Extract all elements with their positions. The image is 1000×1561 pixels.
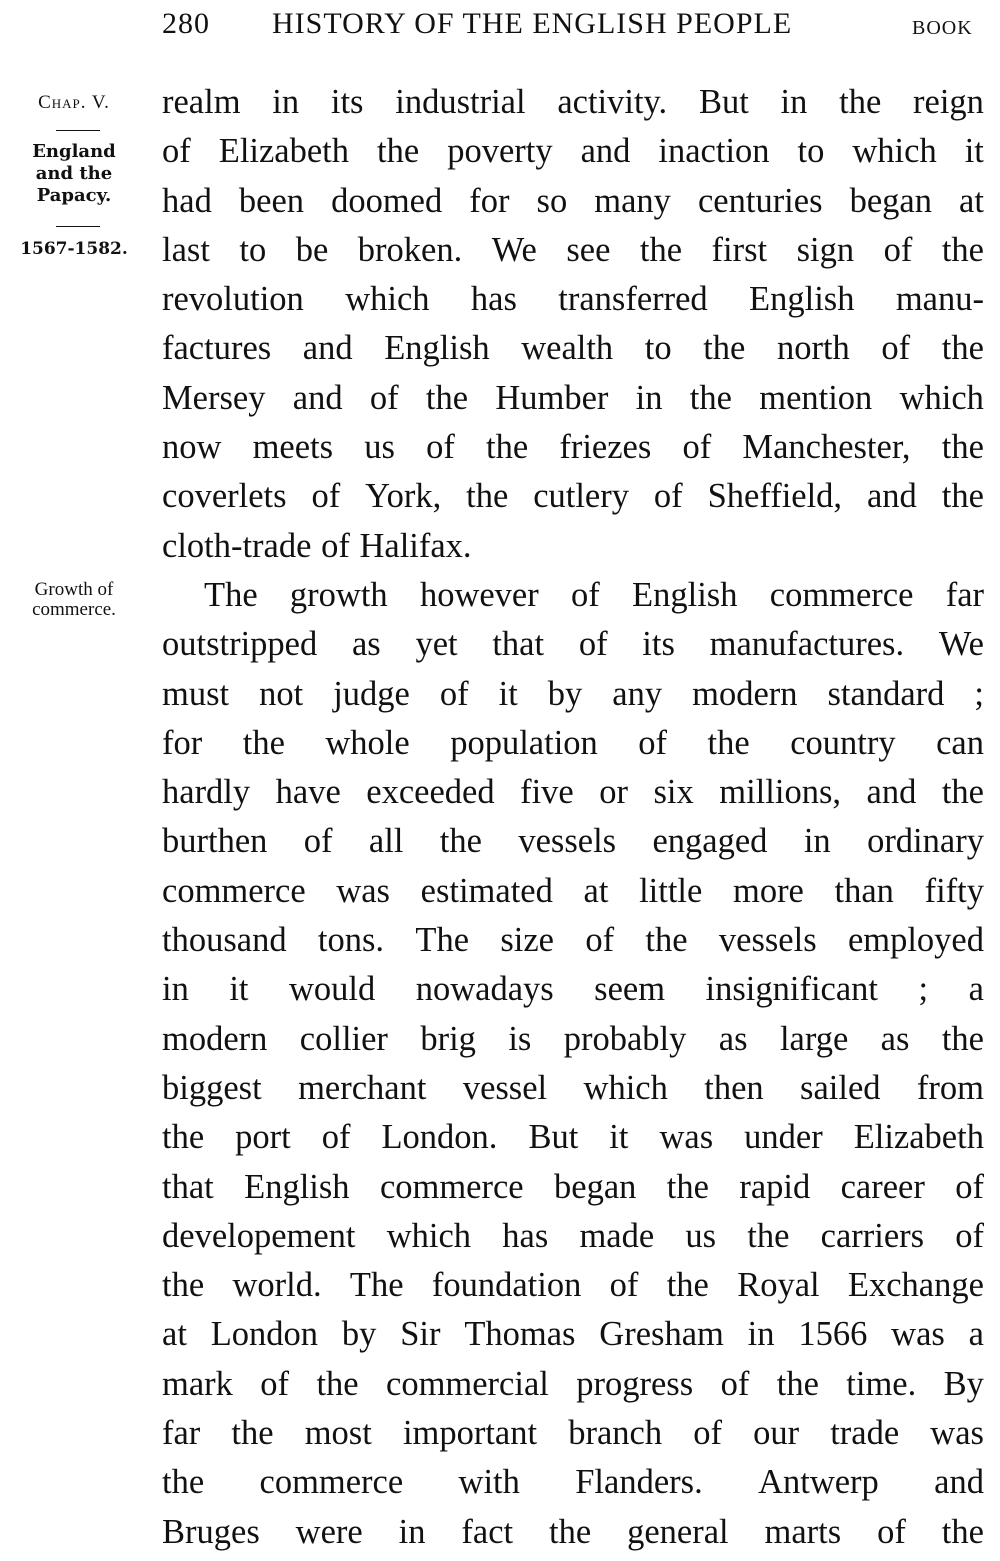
word: commerce [769,575,914,614]
word: friezes [559,428,652,467]
word: of [955,1216,984,1255]
growth-sidenote [10,580,138,620]
word: for [162,723,203,762]
text-line [162,275,984,324]
word: yet [415,625,458,664]
word: far [945,575,984,614]
word: the [941,1019,984,1058]
word: the [941,773,984,812]
word: the [231,1414,274,1453]
running-header [0,0,1000,50]
word: Sir [400,1315,441,1354]
word: and [580,132,631,171]
text-line [162,324,984,373]
word: activity. [557,83,668,121]
word: which [386,1216,472,1255]
word: the [776,1364,819,1403]
word: the [941,428,984,467]
word: the [839,83,882,121]
word: We [491,230,537,269]
word: commerce [162,871,306,910]
word: made [579,1216,655,1255]
word: the [666,1167,709,1206]
word: at [583,871,609,910]
word: the [549,1512,592,1551]
word: it [498,674,518,713]
text-line [162,1360,984,1409]
word: and [292,378,343,417]
word: it [964,132,984,171]
word: than [834,871,894,910]
word: see [566,230,611,269]
word: doomed [331,181,443,220]
word: Mersey [162,378,266,417]
word: commerce [259,1463,404,1502]
growth-sidenote-line: Growth of [34,579,114,600]
word: which [583,1068,668,1107]
text-line [162,620,984,669]
word: a [968,970,984,1009]
word: not [259,674,304,713]
word: in [272,83,300,121]
word: by [341,1315,377,1354]
word: of [720,1364,750,1403]
word: vessel [462,1068,548,1107]
word: which [852,132,937,171]
word: has [502,1216,549,1255]
word: our [753,1414,800,1453]
section-sidenote-line: England [32,141,116,162]
word: probably [563,1019,687,1058]
word: all [368,822,404,861]
text-line [162,817,984,866]
word: seem [594,970,666,1009]
word: the [486,428,529,467]
word: the [666,1266,709,1305]
word: which [345,280,430,319]
text-line [162,571,984,620]
word: of [303,822,333,861]
word: of [609,1266,639,1305]
word: began [849,181,932,220]
word: poverty [447,132,553,171]
word: broken. [357,230,463,269]
word: have [275,773,341,812]
word: the [941,329,984,368]
running-title: HISTORY OF THE ENGLISH PEOPLE [272,7,793,40]
word: size [500,921,554,960]
text-line [162,768,984,817]
page-number: 280 [162,7,210,40]
word: Exchange [847,1266,984,1305]
word: branch [568,1414,663,1453]
word: the [941,1512,984,1551]
word: Thomas [464,1315,576,1354]
word: general [627,1512,729,1551]
word: in [780,83,808,121]
word: wealth [521,329,614,368]
word: ordinary [867,822,984,861]
word: marts [764,1512,842,1551]
text-line [162,1310,984,1359]
word: of [693,1414,722,1453]
word: carriers [820,1216,925,1255]
section-sidenote-line: Papacy. [36,185,112,206]
word: that [492,625,545,664]
word: transferred [558,280,708,319]
word: in [162,970,189,1009]
word: the [162,1463,205,1502]
word: and [302,329,353,368]
word: thousand [162,921,287,960]
word: York, [365,477,442,516]
word: Flanders. [575,1463,703,1502]
word: five [520,773,574,812]
word: and [934,1463,984,1502]
word: engaged [652,822,768,861]
word: so [536,181,568,220]
word: us [685,1216,717,1255]
word: The [349,1266,404,1305]
word: London. [381,1118,498,1157]
text-line [162,226,984,275]
word: Sheffield, [707,477,843,516]
text-line [162,472,984,521]
word: were [295,1512,363,1551]
word: with [458,1463,520,1502]
word: reign [913,83,984,121]
word: any [612,674,663,713]
running-book-label: BOOK [912,17,973,39]
word: judge [333,674,410,713]
word: English [384,329,490,368]
growth-sidenote-line: commerce. [32,599,116,620]
word: But [698,83,749,121]
word: ; [974,674,984,713]
word: of [955,1167,984,1206]
word: Antwerp [758,1463,879,1502]
word: last [162,230,210,269]
word: whole [325,723,410,762]
word: under [744,1118,823,1157]
text-line [162,374,984,423]
word: But [528,1118,579,1157]
word: six [653,773,694,812]
word: foundation [431,1266,582,1305]
word: first [711,230,768,269]
word: the [162,1118,205,1157]
text-line [162,867,984,916]
text-line [162,1163,984,1212]
word: centuries [697,181,823,220]
word: 1566 [798,1315,868,1354]
word: growth [289,575,388,614]
word: exceeded [366,773,495,812]
word: outstripped [162,625,318,664]
word: it [609,1118,629,1157]
word: Elizabeth [853,1118,984,1157]
word: the [703,329,746,368]
word: fifty [924,871,984,910]
word: the [645,921,688,960]
word: at [162,1315,187,1354]
word: of [877,1512,906,1551]
word: meets [252,428,334,467]
word: vessels [718,921,817,960]
word: inaction [658,132,770,171]
word: coverlets [162,477,287,516]
word: however [419,575,539,614]
word: ; [918,970,929,1009]
word: north [776,329,850,368]
word: Gresham [599,1315,724,1354]
word: to [239,230,267,269]
word: of [653,477,683,516]
word: was [659,1118,714,1157]
word: cutlery [533,477,629,516]
word: now [162,428,222,467]
word: of [162,132,191,171]
word: the [425,378,469,417]
word: the [162,1266,205,1305]
word: We [938,625,984,664]
word: Humber [495,378,609,417]
word: little [639,871,703,910]
word: manufactures. [709,625,905,664]
word: had [162,181,212,220]
word: it [229,970,249,1009]
word: was [336,871,390,910]
word: rapid [739,1167,811,1206]
word: its [642,625,675,664]
word: London [210,1315,319,1354]
word: us [364,428,395,467]
word: of [881,329,911,368]
word: English [632,575,738,614]
word: of [321,1118,351,1157]
word: the [941,230,984,269]
word: as [718,1019,748,1058]
word: Bruges [162,1512,260,1551]
word: that [162,1167,214,1206]
word: factures [162,329,272,368]
text-line [162,423,984,472]
word: would [288,970,376,1009]
word: important [402,1414,538,1453]
word: Elizabeth [218,132,350,171]
word: of [585,921,615,960]
text-line [162,1458,984,1507]
margin-divider [56,226,100,227]
word: of [321,526,350,565]
word: insignificant [705,970,879,1009]
word: biggest [162,1068,262,1107]
word: commerce [379,1167,524,1206]
word: English [244,1167,350,1206]
word: has [470,280,517,319]
word: the [439,822,482,861]
section-sidenote [10,141,138,207]
word: mark [162,1364,233,1403]
word: large [779,1019,849,1058]
word: be [295,230,329,269]
text-line [162,965,984,1014]
word: career [840,1167,925,1206]
word: of [260,1364,290,1403]
text-line [162,1508,984,1557]
word: the [707,723,750,762]
word: began [554,1167,637,1206]
word: brig [420,1019,476,1058]
word: manu- [895,280,984,319]
word: population [450,723,598,762]
word: industrial [395,83,526,121]
text-line [162,1212,984,1261]
word: port [235,1118,291,1157]
margin-divider [56,130,100,131]
word: mention [759,378,873,417]
word: must [162,674,230,713]
word: millions, [719,773,841,812]
chapter-label: Chap. V. [38,92,110,113]
word: the [316,1364,359,1403]
word: revolution [162,280,304,319]
word: tons. [317,921,385,960]
word: trade [830,1414,900,1453]
section-sidenote-line: and the [35,163,113,184]
word: cloth-trade [162,526,312,565]
word: progress [576,1364,694,1403]
text-line [162,1064,984,1113]
word: of [578,625,608,664]
body-text [162,78,984,1557]
word: can [936,723,984,762]
word: English [749,280,855,319]
text-line [162,522,984,571]
word: Halifax. [359,526,472,565]
word: Royal [737,1266,820,1305]
word: as [880,1019,910,1058]
text-line [162,1261,984,1310]
word: by [547,674,583,713]
word: from [916,1068,984,1107]
word: Manchester, [742,428,911,467]
text-line [162,177,984,226]
word: employed [847,921,984,960]
word: or [599,773,628,812]
word: the [747,1216,790,1255]
word: world. [232,1266,322,1305]
text-line [162,78,984,127]
text-line [162,916,984,965]
word: the [941,477,984,516]
word: of [682,428,712,467]
word: collier [299,1019,388,1058]
text-line [162,670,984,719]
word: realm [162,83,241,121]
word: in [747,1315,775,1354]
word: been [238,181,305,220]
word: fact [461,1512,514,1551]
word: sign [796,230,855,269]
word: at [959,181,984,220]
word: time. [846,1364,917,1403]
word: which [899,378,984,417]
word: a [968,1315,984,1354]
word: in [803,822,831,861]
word: standard [827,674,945,713]
word: modern [162,1019,268,1058]
word: estimated [420,871,553,910]
word: of [311,477,341,516]
word: The [415,921,470,960]
word: of [426,428,455,467]
word: then [704,1068,764,1107]
text-line [162,719,984,768]
word: the [466,477,509,516]
word: as [351,625,381,664]
word: to [797,132,825,171]
word: was [891,1315,945,1354]
word: of [638,723,668,762]
word: is [508,1019,532,1058]
word: in [635,378,663,417]
word: for [469,181,510,220]
word: commercial [386,1364,549,1403]
word: of [883,230,913,269]
word: the [689,378,732,417]
word: the [242,723,285,762]
word: hardly [162,773,251,812]
text-line [162,1015,984,1064]
word: in [398,1512,426,1551]
word: the [639,230,683,269]
word: most [304,1414,372,1453]
word: far [162,1414,201,1453]
date-range-sidenote: 1567-1582. [20,239,128,259]
word: of [369,378,399,417]
word: and [866,477,917,516]
text-line [162,127,984,176]
word: many [594,181,671,220]
word: merchant [298,1068,427,1107]
word: and [866,773,917,812]
word: country [790,723,896,762]
word: vessels [518,822,617,861]
word: more [732,871,804,910]
word: modern [692,674,798,713]
word: of [439,674,469,713]
word: sailed [800,1068,881,1107]
word: burthen [162,822,268,861]
word: the [377,132,420,171]
text-line [162,1409,984,1458]
word: developement [162,1216,356,1255]
text-line [162,1113,984,1162]
word: nowadays [415,970,554,1009]
word: By [943,1364,984,1403]
word: The [204,575,258,614]
word: of [571,575,600,614]
word: to [644,329,672,368]
word: was [930,1414,984,1453]
word: its [330,83,364,121]
